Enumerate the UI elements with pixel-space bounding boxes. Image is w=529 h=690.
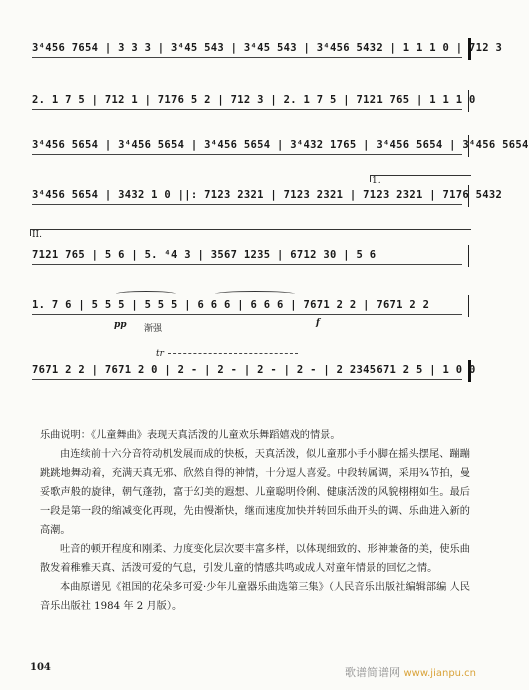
text-paragraph: 乐曲说明：《儿童舞曲》表现天真活泼的儿童欢乐舞蹈嬉戏的情景。	[40, 430, 341, 441]
score-notes: 7121 765 | 5 6 | 5. ⁴4 3 | 3567 1235 | 6712 30 | 5 6	[32, 249, 377, 261]
text-paragraph: 吐音的顿开程度和刚柔、力度变化层次要丰富多样，以体现细致的、形神兼备的美，使乐曲散发着稚雅天真、活泼可爱的气息，引发儿童的情感共鸣或成人对童年情景的回忆之情。	[40, 544, 470, 574]
beam-line	[32, 204, 462, 205]
volta-2-bracket	[30, 229, 471, 236]
tempo-mark: 渐强	[144, 324, 163, 334]
dynamic-f: f	[316, 318, 320, 328]
barline	[468, 185, 469, 207]
score-notes: 3⁴456 5654 | 3432 1 0 ||: 7123 2321 | 7123 2321 | 7123 2321 | 7176 5432	[32, 189, 503, 201]
beam-line	[32, 314, 462, 315]
trill-line	[168, 353, 298, 354]
barline	[468, 135, 469, 157]
barline	[468, 245, 469, 267]
score-notes: 3⁴456 7654 | 3 3 3 | 3⁴45 543 | 3⁴45 543 | 3⁴456 5432 | 1 1 1 0 | 712 3	[32, 42, 503, 54]
beam-line	[32, 154, 462, 155]
description-text	[40, 426, 470, 616]
volta-1-label: 1.	[372, 176, 381, 186]
beam-line	[32, 109, 462, 110]
score-line-3	[30, 135, 529, 157]
text-paragraph: 本曲原谱见《祖国的花朵多可爱·少年儿童器乐曲选第三集》（人民音乐出版社编辑部编 人民音乐出版社 1984 年 2 月版）。	[40, 582, 470, 612]
tie-mark	[116, 291, 176, 297]
beam-line	[32, 264, 462, 265]
volta-2-label: II.	[32, 230, 42, 240]
score-line-6	[30, 295, 470, 317]
score-line-1	[30, 38, 503, 60]
text-paragraph: 由连续前十六分音符动机发展而成的快板，天真活泼，似儿童那小手小脚在摇头摆尾、蹦蹦跳跳地舞动着，充满天真无邪、欣然自得的神情，十分逗人喜爱。中段转属调，采用¾节拍，曼妥歌声般的旋律，朝气蓬勃，富于幻美的遐想、儿童聪明伶俐、健康活泼的风貌栩栩如生。最后一段是第一段的缩减变化再现，先由慢渐快，继而速度加快并转回乐曲开头的调、乐曲进入新的高潮。	[40, 449, 470, 536]
beam-line	[32, 57, 462, 58]
tie-mark	[215, 291, 295, 297]
barline	[468, 38, 471, 60]
score-notes: 2. 1 7 5 | 712 1 | 7176 5 2 | 712 3 | 2. 1 7 5 | 7121 765 | 1 1 1 0	[32, 94, 476, 106]
score-notes: 1. 7 6 | 5 5 5 | 5 5 5 | 6 6 6 | 6 6 6 | 7671 2 2 | 7671 2 2	[32, 299, 430, 311]
score-notes: 7671 2 2 | 7671 2 0 | 2 - | 2 - | 2 - | 2 - | 2 2345671 2 5 | 1 0 0	[32, 364, 476, 376]
barline	[468, 360, 471, 382]
score-line-5	[30, 245, 470, 267]
score-line-7	[30, 360, 476, 382]
barline	[468, 295, 469, 317]
score-line-4	[30, 185, 503, 207]
dynamic-pp: pp	[114, 320, 127, 330]
watermark-url: www.jianpu.cn	[403, 668, 477, 679]
score-notes: 3⁴456 5654 | 3⁴456 5654 | 3⁴456 5654 | 3⁴432 1765 | 3⁴456 5654 | 3⁴456 5654	[32, 139, 529, 151]
page-number: 104	[30, 662, 51, 673]
volta-1-bracket	[370, 175, 471, 182]
score-line-2	[30, 90, 476, 112]
watermark-site: 歌谱简谱网	[345, 666, 400, 679]
watermark	[345, 664, 476, 680]
barline	[468, 90, 469, 112]
trill-mark: tr	[156, 349, 164, 359]
beam-line	[32, 379, 462, 380]
